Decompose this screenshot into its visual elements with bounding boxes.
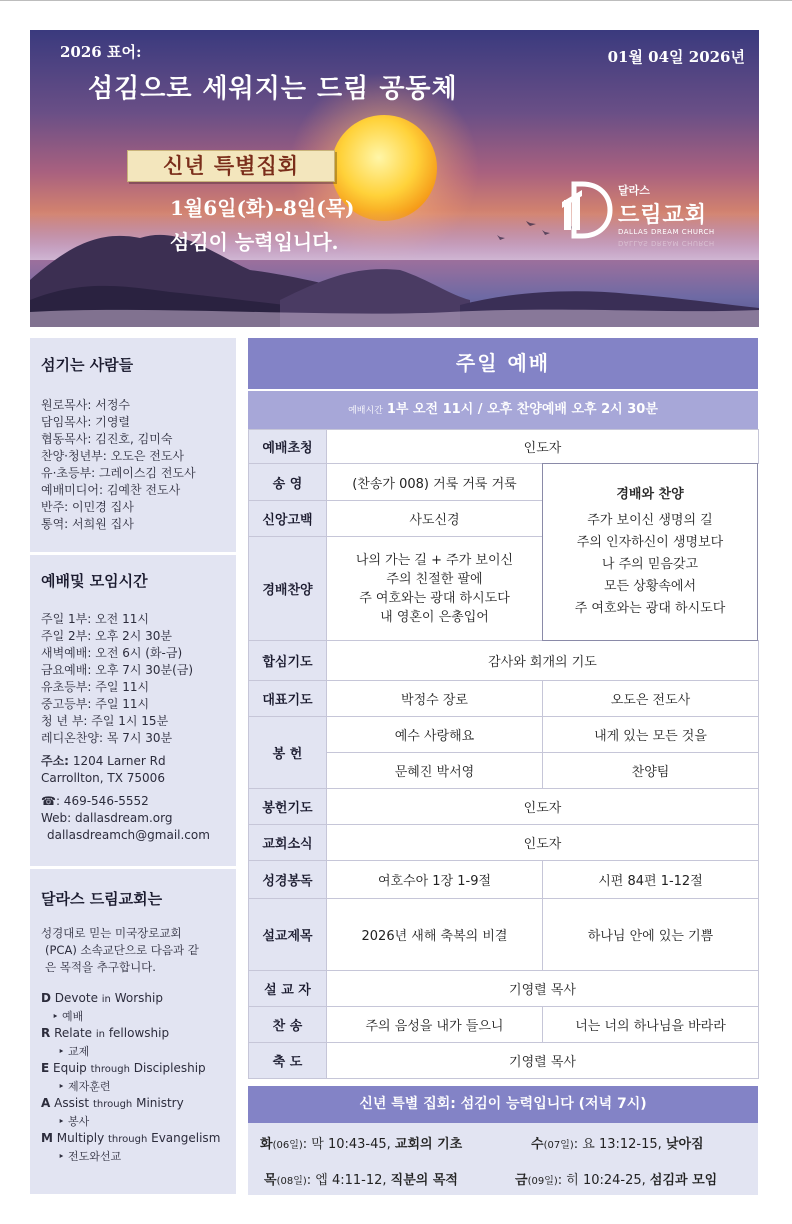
service-time-label: 예배시간 [348,406,383,416]
schedule-line: 유초등부: 주일 11시 [41,680,150,694]
table-row [249,641,759,681]
table-row [249,681,759,717]
event-dates: 1월6일(화)-8일(목) [170,196,355,220]
event-theme: 섬김이 능력입니다. [170,230,339,254]
sidebar-divider [30,866,236,869]
purpose-item-korean: ‣ 전도와선교 [58,1150,122,1163]
special-day: 목(08일): 엡 4:11-12, 직분의 목적 [264,1173,458,1188]
table-row [249,861,759,899]
schedule-line: 중고등부: 주일 11시 [41,697,150,711]
address-city: Carrollton, TX 75006 [41,771,165,785]
staff-line: 통역: 서희원 집사 [41,517,134,531]
special-day: 화(06일): 막 10:43-45, 교회의 기초 [260,1137,463,1152]
row-value: 인도자 [327,825,759,861]
row-value: 시편 84편 1-12절 [543,861,759,899]
row-value: 찬양팀 [543,753,759,789]
praise-box-line: 모든 상황속에서 [603,579,697,594]
row-value: (찬송가 008) 거룩 거룩 거룩 [327,464,543,501]
row-value: 하나님 안에 있는 기쁨 [543,899,759,971]
sidebar [30,338,236,1194]
web-link[interactable]: Web: dallasdream.org [41,811,173,825]
about-heading: 달라스 드림교회는 [41,890,163,908]
table-row [249,899,759,971]
table-row [249,825,759,861]
staff-line: 유·초등부: 그레이스김 전도사 [41,466,196,480]
purpose-item-korean: ‣ 예배 [52,1010,84,1023]
schedule-line: 레디온찬양: 목 7시 30분 [41,731,173,745]
email-link[interactable]: dallasdreamch@gmail.com [47,828,210,842]
schedule-line: 청 년 부: 주일 1시 15분 [41,714,169,728]
staff-section [30,354,236,533]
praise-box-line: 주 여호와는 광대 하시도다 [574,601,726,616]
row-label: 교회소식 [249,825,327,861]
special-meeting-title: 신년 특별 집회: 섬김이 능력입니다 (저녁 7시) [248,1086,758,1123]
purpose-item: R Relate in fellowship [41,1026,170,1040]
schedule-section [30,570,236,844]
special-day: 금(09일): 히 10:24-25, 섬김과 모임 [515,1173,718,1188]
row-label: 축 도 [249,1043,327,1079]
row-label: 예배초청 [249,430,327,464]
staff-heading: 섬기는 사람들 [41,356,134,374]
worship-order [248,338,758,1188]
row-label: 성경봉독 [249,861,327,899]
purpose-item-korean: ‣ 교제 [58,1045,90,1058]
purpose-item: E Equip through Discipleship [41,1061,206,1075]
row-value: 박정수 장로 [327,681,543,717]
special-meeting-schedule [248,1123,758,1195]
row-value: 예수 사랑해요 [327,717,543,753]
praise-box-line: 나 주의 믿음갖고 [601,557,699,572]
row-label: 봉헌기도 [249,789,327,825]
purpose-list [30,990,236,1165]
row-label: 대표기도 [249,681,327,717]
table-row [249,430,759,464]
praise-box-line: 주가 보이신 생명의 길 [587,513,713,528]
service-title: 주일 예배 [248,338,758,389]
schedule-heading: 예배및 모임시간 [41,572,148,590]
purpose-item-korean: ‣ 봉사 [58,1115,90,1128]
address-label: 주소: [41,754,69,768]
about-section [30,888,236,1165]
phone-line [30,793,236,810]
row-value: 기영렬 목사 [327,971,759,1007]
praise-box-line: 주의 인자하신이 생명보다 [576,535,724,550]
row-label: 찬 송 [249,1007,327,1043]
table-row [249,789,759,825]
motto-label: 2026 표어: [60,43,142,61]
schedule-line: 금요예배: 오후 7시 30분(금) [41,663,194,677]
staff-line: 협동목사: 김진호, 김미숙 [41,432,173,446]
row-value: 사도신경 [327,501,543,537]
church-logo-mark [560,178,614,240]
service-time-value: 1부 오전 11시 / 오후 찬양예배 오후 2시 30분 [386,402,658,417]
row-value: 감사와 회개의 기도 [327,641,759,681]
staff-line: 반주: 이민경 집사 [41,500,134,514]
table-row [249,1007,759,1043]
sidebar-divider [30,552,236,555]
praise-box-title: 경배와 찬양 [616,487,684,502]
special-day: 수(07일): 요 13:12-15, 낮아짐 [531,1137,704,1152]
row-label: 설교제목 [249,899,327,971]
address-street: 1204 Larner Rd [72,754,166,768]
row-value: 기영렬 목사 [327,1043,759,1079]
logo-english-reflection: DALLAS DREAM CHURCH [618,239,715,247]
telephone-icon: ☎ [41,794,56,808]
banner [30,30,759,327]
table-row [249,971,759,1007]
phone-number: : 469-546-5552 [55,794,149,808]
about-desc: (PCA) 소속교단으로 다음과 같 [45,943,199,957]
staff-line: 담임목사: 기영렬 [41,415,131,429]
schedule-line: 새벽예배: 오전 6시 (화-금) [41,646,183,660]
staff-line: 원로목사: 서정수 [41,398,131,412]
praise-song-box [542,463,758,641]
event-badge: 신년 특별집회 [127,150,335,182]
church-logo [560,178,750,258]
staff-line: 예배미디어: 김예찬 전도사 [41,483,181,497]
row-label: 신앙고백 [249,501,327,537]
row-value: 2026년 새해 축복의 비결 [327,899,543,971]
row-value: 주의 음성을 내가 들으니 [327,1007,543,1043]
logo-small-text: 달라스 [618,184,650,197]
row-value: 오도은 전도사 [543,681,759,717]
church-motto: 섬김으로 세워지는 드림 공동체 [88,74,458,104]
row-value: 인도자 [327,430,759,464]
row-value: 너는 너의 하나님을 바라라 [543,1007,759,1043]
row-label: 합심기도 [249,641,327,681]
row-value: 내게 있는 모든 것을 [543,717,759,753]
special-meeting [248,1086,758,1195]
row-value: 인도자 [327,789,759,825]
logo-english: DALLAS DREAM CHURCH [618,228,715,236]
purpose-item: A Assist through Ministry [41,1096,184,1110]
row-value: 나의 가는 길 + 주가 보이신 주의 친절한 팔에 주 여호와는 광대 하시도다 내 영혼이 은총입어 [327,537,543,641]
about-desc: 은 목적을 추구합니다. [45,960,156,974]
schedule-line: 주일 1부: 오전 11시 [41,612,149,626]
row-value: 여호수아 1장 1-9절 [327,861,543,899]
row-label: 송 영 [249,464,327,501]
address-line [30,753,236,770]
table-row [249,1043,759,1079]
bulletin-date: 01월 04일 2026년 [607,48,745,66]
about-desc: 성경대로 믿는 미국장로교회 [41,926,182,940]
row-label: 경배찬양 [249,537,327,641]
purpose-item: M Multiply through Evangelism [41,1131,221,1145]
row-label: 설 교 자 [249,971,327,1007]
row-value: 문혜진 박서영 [327,753,543,789]
logo-name: 드림교회 [618,203,708,228]
schedule-line: 주일 2부: 오후 2시 30분 [41,629,172,643]
table-row [249,717,759,753]
purpose-item-korean: ‣ 제자훈련 [58,1080,111,1093]
top-rule [0,0,792,1]
staff-line: 찬양·청년부: 오도은 전도사 [41,449,184,463]
row-label: 봉 헌 [249,717,327,789]
service-times [248,391,758,429]
purpose-item: D Devote in Worship [41,991,163,1005]
